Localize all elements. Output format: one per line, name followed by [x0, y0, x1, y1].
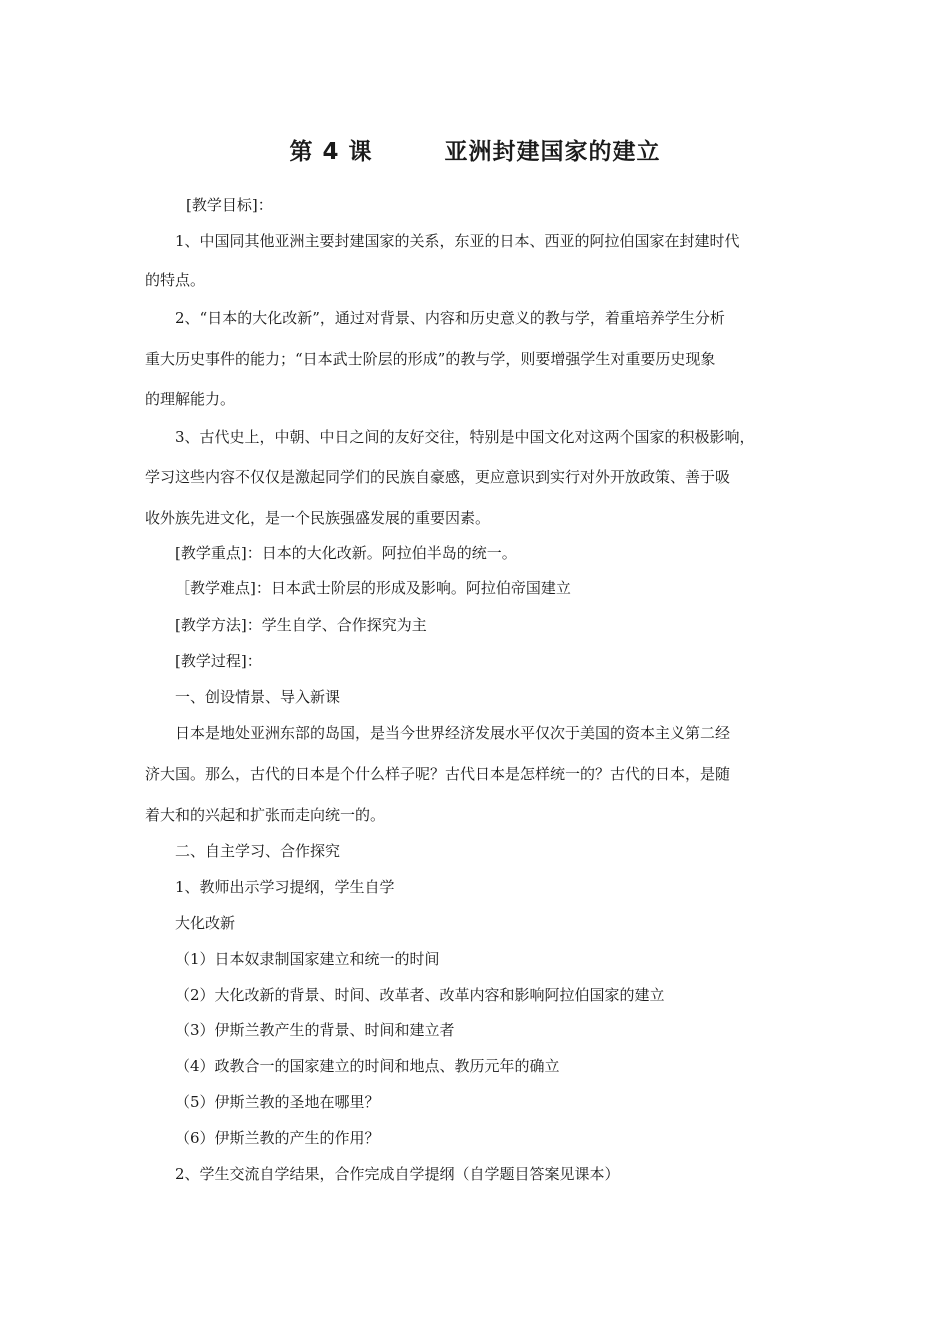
- paragraph-line: 的特点。: [145, 271, 206, 289]
- list-item: 1、教师出示学习提纲，学生自学: [175, 878, 395, 896]
- list-item: （3）伊斯兰教产生的背景、时间和建立者: [175, 1021, 455, 1039]
- key-points-line: [教学重点]：日本的大化改新。阿拉伯半岛的统一。: [175, 544, 517, 562]
- paragraph-line: 的理解能力。: [145, 390, 236, 408]
- paragraph-line: 收外族先进文化，是一个民族强盛发展的重要因素。: [145, 509, 491, 527]
- list-item: （6）伊斯兰教的产生的作用？: [175, 1129, 380, 1147]
- paragraph-line: 着大和的兴起和扩张而走向统一的。: [145, 806, 386, 824]
- list-item: （5）伊斯兰教的圣地在哪里？: [175, 1093, 380, 1111]
- list-item: （2）大化改新的背景、时间、改革者、改革内容和影响阿拉伯国家的建立: [175, 986, 665, 1004]
- section-heading: 二、自主学习、合作探究: [175, 842, 341, 860]
- paragraph-line: 日本是地处亚洲东部的岛国，是当今世界经济发展水平仅次于美国的资本主义第二经: [175, 724, 731, 742]
- methods-line: [教学方法]：学生自学、合作探究为主: [175, 616, 427, 634]
- paragraph-line: 1、中国同其他亚洲主要封建国家的关系，东亚的日本、西亚的阿拉伯国家在封建时代: [175, 232, 740, 250]
- page-title: 第 4 课 亚洲封建国家的建立: [289, 139, 661, 165]
- section-heading: 一、创设情景、导入新课: [175, 688, 341, 706]
- objectives-heading: [教学目标]：: [186, 196, 273, 214]
- paragraph-line: 2、“日本的大化改新”，通过对背景、内容和历史意义的教与学，着重培养学生分析: [175, 309, 725, 327]
- list-item: 大化改新: [175, 914, 236, 932]
- paragraph-line: 重大历史事件的能力；“日本武士阶层的形成”的教与学，则要增强学生对重要历史现象: [145, 350, 716, 368]
- process-heading: [教学过程]：: [175, 652, 262, 670]
- paragraph-line: 济大国。那么，古代的日本是个什么样子呢？古代日本是怎样统一的？古代的日本，是随: [145, 765, 731, 783]
- difficulties-line: ［教学难点]：日本武士阶层的形成及影响。阿拉伯帝国建立: [175, 579, 571, 597]
- list-item: （1）日本奴隶制国家建立和统一的时间: [175, 950, 440, 968]
- paragraph-line: 学习这些内容不仅仅是激起同学们的民族自豪感，更应意识到实行对外开放政策、善于吸: [145, 468, 731, 486]
- list-item: 2、学生交流自学结果，合作完成自学提纲（自学题目答案见课本）: [175, 1165, 620, 1183]
- list-item: （4）政教合一的国家建立的时间和地点、教历元年的确立: [175, 1057, 560, 1075]
- paragraph-line: 3、古代史上，中朝、中日之间的友好交往，特别是中国文化对这两个国家的积极影响，: [175, 428, 755, 446]
